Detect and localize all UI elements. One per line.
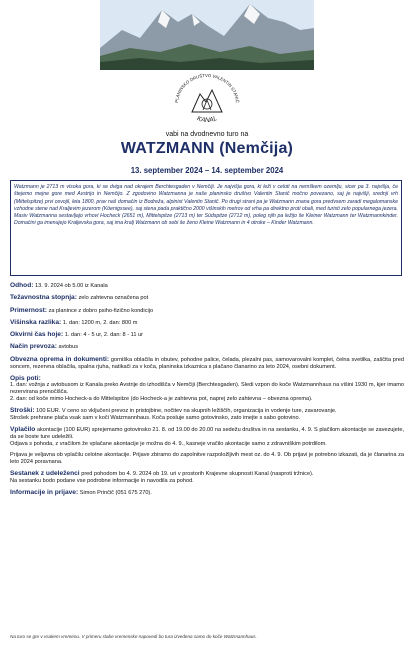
- prijava-note: Prijava je veljavna ob vplačilu celotne akontacije. Prijave zbiramo do zapolnitve razpoložljivih mest oz. do 4. 9. Ob prijavi je potrebno izkazati, da je članarina za leto 2024 poravnana.: [10, 452, 404, 466]
- invite-line: vabi na dvodnevno turo na: [165, 131, 249, 138]
- tezavnost-value: zelo zahtevna označena pot: [78, 295, 149, 302]
- details-section: [10, 282, 404, 502]
- sestanek-label: Sestanek z udeleženci: [10, 470, 80, 478]
- opis-row: [10, 375, 404, 403]
- sestanek-row: [10, 470, 404, 485]
- informacije-label: Informacije in prijave:: [10, 489, 79, 497]
- primernost-label: Primernost:: [10, 306, 48, 314]
- stroski-row: [10, 407, 404, 422]
- primernost-row: [10, 307, 404, 315]
- tezavnost-row: [10, 294, 404, 302]
- tour-dates: 13. september 2024 – 14. september 2024: [130, 166, 284, 175]
- footer-note: Na turo se gre v vsakem vremenu. V primeru slabe vremenske napovedi bo tura izvedena samo do koče Watzmannhaus.: [10, 634, 257, 639]
- prevoz-label: Način prevoza:: [10, 343, 57, 351]
- emblem-ring-bottom: KANAL: [195, 115, 219, 125]
- odhod-row: [10, 282, 404, 290]
- page-title: WATZMANN (Nemčija): [120, 140, 294, 157]
- primernost-value: za planince z dobro psiho-fizično kondicijo: [48, 307, 154, 314]
- visinska-row: [10, 319, 404, 327]
- opis-day1: 1. dan: vožnja z avtobusom iz Kanala preko Avstrije do izhodišča v Nemčiji (Berchtesgaden). Sledi vzpon do koče Watzmannhaus na višini 1930 m, kjer imamo rezervirana prenočišča.: [10, 381, 404, 395]
- cas-hoje-row: [10, 331, 404, 339]
- opis-label: Opis poti:: [10, 374, 41, 382]
- stroski-extra: Strošek prehrane plača vsak sam v koči Watzmannhaus. Koča posluje samo gotovinsko, zato imejte s sabo gotovino.: [10, 415, 301, 422]
- stroski-label: Stroški:: [10, 407, 35, 415]
- oprema-value: gorniška oblačila in obutev, pohodne palice, čelada, plezalni pas, samovarovalni komplet, čelna svetilka, zaščita pred soncem, rezervna oblačila, spalna rjuha, natikači za v koča, planinska izkaznica s plačano članarino za leto 2024, osebni dokument.: [10, 356, 404, 370]
- club-emblem: [170, 72, 244, 130]
- sestanek-value: pred pohodom bo 4. 9. 2024 ob 19. uri v prostorih Krajevne skupnosti Kanal (nasproti tržnice).: [81, 471, 314, 478]
- visinska-label: Višinska razlika:: [10, 318, 62, 326]
- vplacilo-label: Vplačilo: [10, 426, 36, 434]
- oprema-row: [10, 356, 404, 371]
- tezavnost-label: Težavnostna stopnja:: [10, 294, 77, 302]
- vplacilo-extra: Odjava s pohoda, z vračilom že vplačane akontacije je možna do 4. 9., kasneje vračilo akontacije samo z zdravniškim potrdilom.: [10, 441, 327, 448]
- mountain-photo: [100, 0, 314, 70]
- emblem-ring-top: PLANINSKO DRUŠTVO VALENTIN STANIČ: [174, 72, 241, 104]
- vplacilo-row: [10, 426, 404, 448]
- oprema-label: Obvezna oprema in dokumenti:: [10, 355, 110, 363]
- intro-box: Watzmann je 2713 m visoka gora, ki se dviga nad okrajem Berchtesgaden v Nemčiji. Je najvišja gora, ki leži v celoti na nemškem ozemlju, sicer pa 3. najvišja, če štejemo mejne gore med Avstrijo in Nemčijo. Z zgodovino Watzmanna je naše planinsko društvo Valentin Stanič močno povezano, saj je najvišji, srednji vrh (Mittelspitze) prvi osvojil, leta 1800, prav naš domačin iz Bodreža, alpinist Valentin Stanič. Po drugi strani pa je Watzmann znana gora predvsem zaradi megalomanske vzhodne stene nad Kraljevim jezerom (Köenigssee), saj stena pada praktično 2000 višinskih metrov od vrha pa direktno proti obali, med turisti zelo popularnega jezera. Masiv Watzmanna sestavljajo vrhovi Hocheck (2651 m), Mittelspitze (2713 m) ter Südspitze (2712 m), poleg njih pa ležijo še Kleiner Watzmann ter Watzmannkinder. Domačini ga imenujejo Kraljevska gora, saj ima kralj Watzmann ob sebi še ženo Kleine Watzmann in 4 otroke – Kinder Watzmann.: [10, 180, 402, 276]
- cas-hoje-label: Okvirni čas hoje:: [10, 331, 64, 339]
- cas-hoje-value: 1. dan: 4 - 5 ur, 2. dan: 8 - 11 ur: [64, 332, 143, 339]
- odhod-value: 13. 9. 2024 ob 5.00 iz Kanala: [35, 283, 108, 289]
- opis-day2: 2. dan: od koče mimo Hocheck-a do Mittelspitze (do Hocheck-a je zahtevna pot, naprej zelo zahtevna – obvezna oprema).: [10, 395, 313, 402]
- prevoz-row: [10, 343, 404, 351]
- visinska-value: 1. dan: 1200 m, 2. dan: 800 m: [62, 319, 138, 326]
- stroski-value: 100 EUR. V ceno so vključeni prevoz in pristojbine, nočitev na skupnih ležiščih, organizacija in vodenje ture, zavarovanje.: [36, 408, 337, 415]
- sestanek-extra: Na sestanku bodo podane vse podrobne informacije in navodila za pohod.: [10, 478, 194, 485]
- odhod-label: Odhod:: [10, 282, 34, 289]
- informacije-value: Simon Prinčič (051 675 270).: [79, 490, 152, 497]
- informacije-row: [10, 489, 404, 497]
- prevoz-value: avtobus: [58, 344, 79, 351]
- vplacilo-value: akontacije (100 EUR) sprejemamo gotovinsko 21. 8. od 19.00 do 20.00 na sedežu društva in na sestanku, 4. 9. S plačilom akontacije se zavezujete, da se boste ture udeležili.: [10, 427, 404, 441]
